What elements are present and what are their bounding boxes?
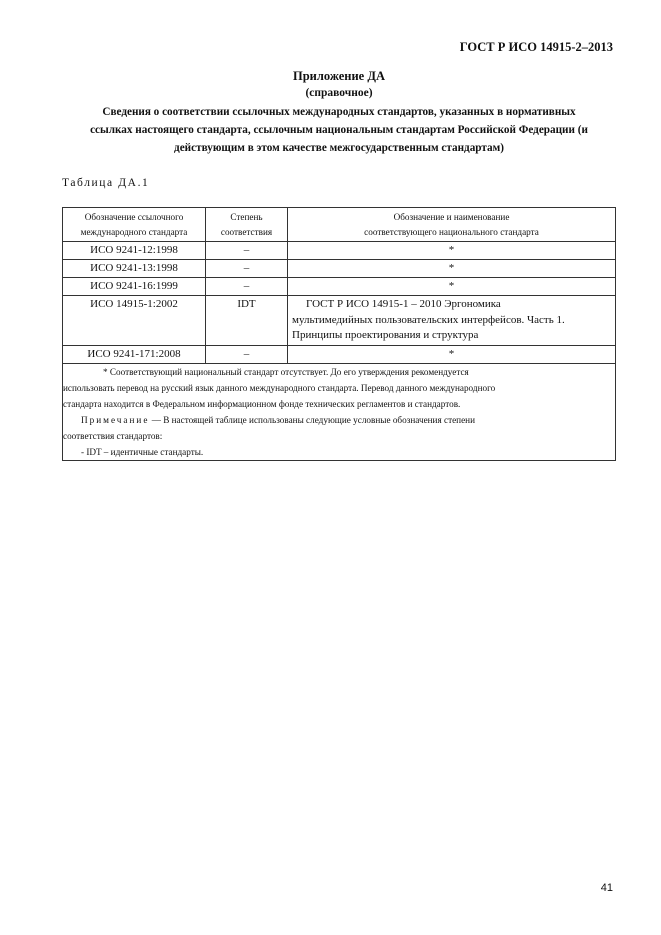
intl-standard-cell: ИСО 9241-171:2008: [63, 345, 206, 363]
note-label: Примечание: [81, 414, 150, 425]
correspondence-table: [62, 207, 616, 461]
national-standard-cell: *: [288, 278, 616, 296]
appendix-description-line: ссылках настоящего стандарта, ссылочным национальным стандартам Российской Федерации (и: [90, 124, 588, 136]
degree-cell: IDT: [206, 296, 288, 346]
table-label: Таблица ДА.1: [62, 177, 150, 189]
table-header-row: [63, 208, 616, 242]
column-header-degree: [206, 208, 288, 242]
header-line: Обозначение и наименование: [393, 212, 510, 222]
intl-standard-cell: ИСО 9241-13:1998: [63, 260, 206, 278]
appendix-title: Приложение ДА: [293, 69, 385, 83]
note-list-item: - IDT – идентичные стандарты.: [81, 446, 204, 457]
national-standard-cell: *: [288, 260, 616, 278]
intl-standard-cell: ИСО 9241-12:1998: [63, 242, 206, 260]
note-text: — В настоящей таблице использованы следующие условные обозначения степени: [151, 414, 475, 425]
table-row: [63, 260, 616, 278]
standard-code: ГОСТ Р ИСО 14915-2–2013: [459, 40, 613, 54]
degree-cell: –: [206, 278, 288, 296]
footnote-line: * Соответствующий национальный стандарт отсутствует. До его утверждения рекомендуется: [103, 366, 469, 377]
header-line: Обозначение ссылочного: [84, 212, 184, 222]
column-header-national: [288, 208, 616, 242]
national-standard-cell: *: [288, 345, 616, 363]
national-standard-cell: [288, 296, 616, 346]
column-header-international: [63, 208, 206, 242]
table-footnote: [63, 363, 616, 460]
table-row: [63, 345, 616, 363]
intl-standard-cell: ИСО 14915-1:2002: [63, 296, 206, 346]
header-line: соответствующего национального стандарта: [364, 227, 539, 237]
appendix-description: [62, 103, 616, 157]
header-line: международного стандарта: [80, 227, 188, 237]
note-line: [63, 412, 615, 428]
table-row: [63, 278, 616, 296]
degree-cell: –: [206, 345, 288, 363]
degree-cell: –: [206, 242, 288, 260]
national-standard-cell: *: [288, 242, 616, 260]
national-standard-line: мультимедийных пользовательских интерфейсов. Часть 1.: [292, 313, 565, 326]
national-standard-line: [292, 297, 611, 313]
appendix-subtitle: (справочное): [305, 87, 373, 99]
page-number: 41: [600, 882, 613, 894]
header-line: соответствия: [220, 227, 273, 237]
appendix-heading: [62, 67, 616, 157]
note-text-continued: соответствия стандартов:: [63, 430, 163, 441]
appendix-description-line: действующим в этом качестве межгосударственным стандартам): [174, 142, 504, 154]
national-standard-text: ГОСТ Р ИСО 14915-1 – 2010 Эргономика: [306, 298, 501, 310]
degree-cell: –: [206, 260, 288, 278]
footnote-line: использовать перевод на русский язык данного международного стандарта. Перевод данного международного: [63, 382, 496, 393]
table-row: [63, 242, 616, 260]
national-standard-line: Принципы проектирования и структура: [292, 329, 479, 341]
table-row: [63, 296, 616, 346]
appendix-description-line: Сведения о соответствии ссылочных международных стандартов, указанных в нормативных: [102, 106, 576, 118]
intl-standard-cell: ИСО 9241-16:1999: [63, 278, 206, 296]
footnote-line: стандарта находится в Федеральном информационном фонде технических регламентов и стандартов.: [63, 398, 461, 409]
header-line: Степень: [230, 212, 263, 222]
table-note-row: [63, 363, 616, 460]
